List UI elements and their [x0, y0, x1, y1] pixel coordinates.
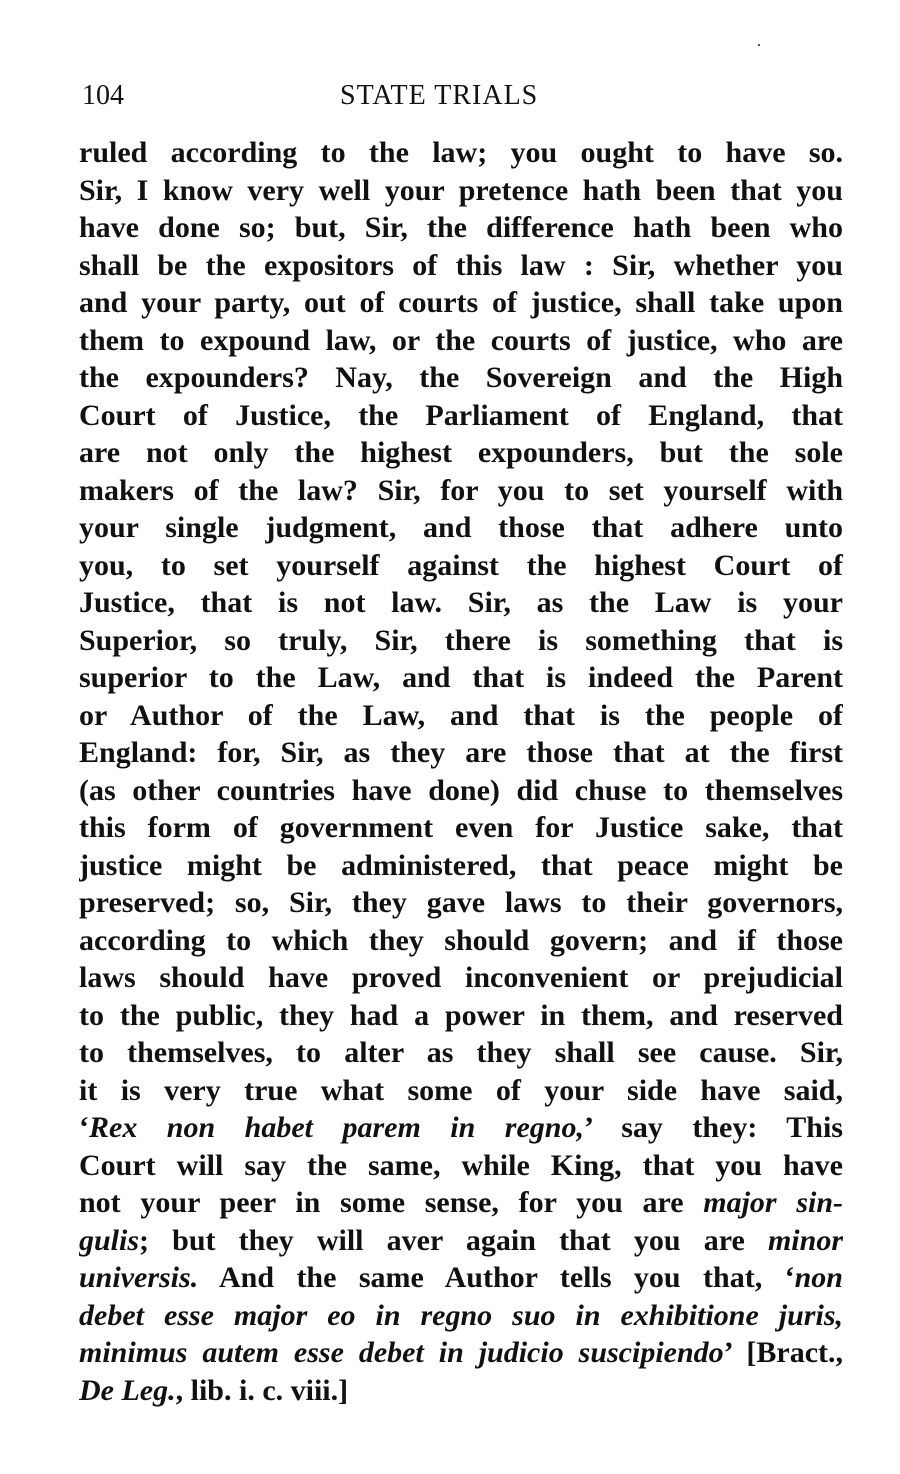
- text-line: to themselves, to alter as they shall see cause. Sir,: [79, 1036, 843, 1069]
- text-line: are not only the highest expounders, but the sole: [79, 436, 843, 469]
- text-line: according to which they should govern; and if those: [79, 923, 843, 957]
- text-line: to the public, they had a power in them, and reserved: [79, 998, 843, 1032]
- latin-quote: minimus autem esse debet in judicio suscipiendo: [79, 1336, 724, 1369]
- text-line: universis. And the same Author tells you that, ‘non: [79, 1261, 843, 1294]
- latin-phrase: minor: [767, 1223, 843, 1257]
- text-line: shall be the expositors of this law : Sir, whether you: [79, 248, 843, 282]
- text-line: this form of government even for Justice sake, that: [79, 811, 843, 844]
- text-line: Court of Justice, the Parliament of England, that: [79, 398, 843, 432]
- running-head: STATE TRIALS: [340, 80, 539, 111]
- text-line: Superior, so truly, Sir, there is something that is: [79, 623, 843, 657]
- text-line: gulis; but they will aver again that you are minor: [79, 1223, 843, 1257]
- text-line: preserved; so, Sir, they gave laws to their governors,: [79, 886, 843, 919]
- text-line: superior to the Law, and that is indeed the Parent: [79, 661, 843, 694]
- citation-title: De Leg.: [79, 1373, 176, 1407]
- text-line: them to expound law, or the courts of justice, who are: [79, 323, 843, 357]
- text-line: your single judgment, and those that adhere unto: [79, 511, 843, 544]
- text-line: you, to set yourself against the highest Court of: [79, 548, 843, 582]
- page-number: 104: [82, 80, 124, 111]
- latin-phrase: gulis: [79, 1223, 140, 1257]
- latin-phrase: universis.: [79, 1261, 199, 1294]
- latin-quote: debet esse major eo in regno suo in exhibitione juris,: [79, 1298, 843, 1332]
- text-line: Sir, I know very well your pretence hath been that you: [79, 173, 843, 207]
- text-line: (as other countries have done) did chuse to themselves: [79, 773, 843, 807]
- page-header: [82, 76, 842, 116]
- text-line: or Author of the Law, and that is the people of: [79, 698, 843, 732]
- text-line: [79, 1297, 843, 1335]
- text-line: minimus autem esse debet in judicio suscipiendo’ [Bract.,: [79, 1336, 843, 1369]
- print-speck: [758, 44, 760, 46]
- text-line: England: for, Sir, as they are those that at the first: [79, 736, 843, 769]
- text-line: ruled according to the law; you ought to have so.: [79, 136, 843, 169]
- latin-quote: Rex non habet parem in regno,: [89, 1111, 584, 1144]
- latin-phrase: major sin-: [703, 1186, 843, 1219]
- text-line: justice might be administered, that peace might be: [79, 848, 843, 882]
- text-line: and your party, out of courts of justice, shall take upon: [79, 286, 843, 319]
- latin-quote: non: [794, 1261, 843, 1294]
- text-line: De Leg., lib. i. c. viii.]: [79, 1373, 349, 1407]
- text-line: the expounders? Nay, the Sovereign and the High: [79, 361, 843, 394]
- text-line: have done so; but, Sir, the difference hath been who: [79, 211, 843, 244]
- text-line: laws should have proved inconvenient or prejudicial: [79, 961, 843, 994]
- text-line: it is very true what some of your side have said,: [79, 1073, 843, 1107]
- text-line: ‘Rex non habet parem in regno,’ say they: This: [79, 1111, 843, 1144]
- body-text: [79, 134, 843, 1409]
- text-line: makers of the law? Sir, for you to set yourself with: [79, 473, 843, 507]
- text-line: Court will say the same, while King, that you have: [79, 1148, 843, 1182]
- text-line: not your peer in some sense, for you are major sin-: [79, 1186, 843, 1219]
- text-line: Justice, that is not law. Sir, as the Law is your: [79, 586, 843, 619]
